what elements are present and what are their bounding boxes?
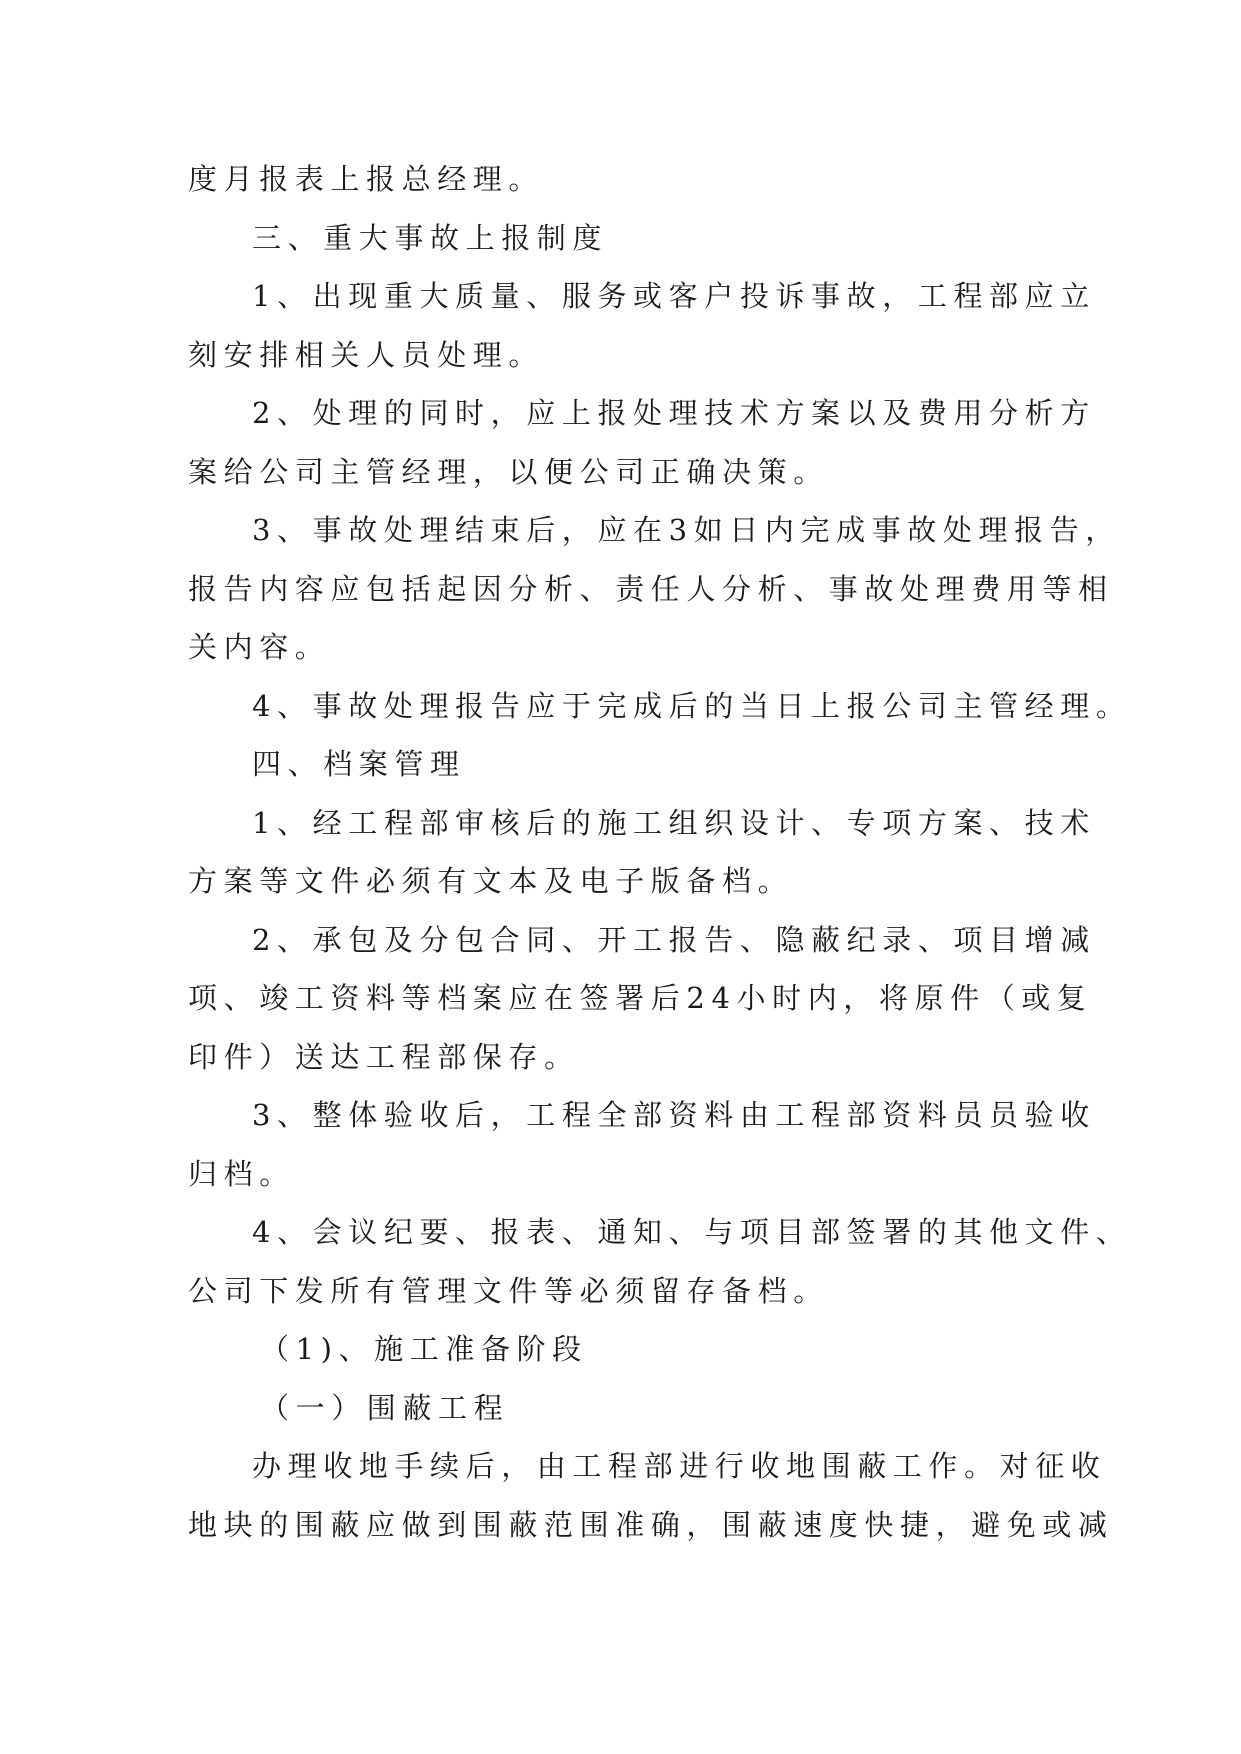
section-heading-major-accident-reporting: 三、重大事故上报制度 [252, 220, 609, 255]
text-line-20: 公司下发所有管理文件等必须留存备档。 [188, 1273, 829, 1308]
text-line-10: 4、事故处理报告应于完成后的当日上报公司主管经理。 [252, 688, 1132, 723]
text-line-17: 3、整体验收后，工程全部资料由工程部资料员员验收 [252, 1098, 1096, 1132]
text-line-16: 印件）送达工程部保存。 [188, 1039, 580, 1074]
text-line-3: 1、出现重大质量、服务或客户投诉事故，工程部应立 [252, 279, 1096, 313]
text-line-9: 关内容。 [188, 630, 331, 664]
text-line-23: 办理收地手续后，由工程部进行收地围蔽工作。对征收 [252, 1449, 1107, 1483]
text-line-6: 案给公司主管经理，以便公司正确决策。 [188, 454, 829, 489]
text-line-18: 归档。 [188, 1156, 295, 1191]
section-heading-archive-management: 四、档案管理 [252, 747, 466, 781]
text-line-13: 方案等文件必须有文本及电子版备档。 [188, 864, 794, 898]
text-line-14: 2、承包及分包合同、开工报告、隐蔽纪录、项目增减 [252, 922, 1096, 957]
text-line-5: 2、处理的同时，应上报处理技术方案以及费用分析方 [252, 396, 1096, 430]
text-line-8: 报告内容应包括起因分析、责任人分析、事故处理费用等相 [188, 571, 1114, 606]
text-line-15: 项、竣工资料等档案应在签署后24小时内，将原件（或复 [188, 981, 1093, 1015]
text-line-4: 刻安排相关人员处理。 [188, 337, 545, 372]
text-line-19: 4、会议纪要、报表、通知、与项目部签署的其他文件、 [252, 1215, 1132, 1249]
subsection-heading-enclosure-works: （一）围蔽工程 [260, 1390, 510, 1425]
text-line-7: 3、事故处理结束后，应在3如日内完成事故处理报告， [252, 513, 1121, 547]
text-line-24: 地块的围蔽应做到围蔽范围准确，围蔽速度快捷，避免或减 [188, 1507, 1114, 1542]
text-line-12: 1、经工程部审核后的施工组织设计、专项方案、技术 [252, 805, 1096, 840]
document-body [188, 150, 1132, 1554]
subsection-heading-construction-preparation: （1)、施工准备阶段 [260, 1332, 588, 1366]
text-line-1: 度月报表上报总经理。 [188, 162, 545, 196]
